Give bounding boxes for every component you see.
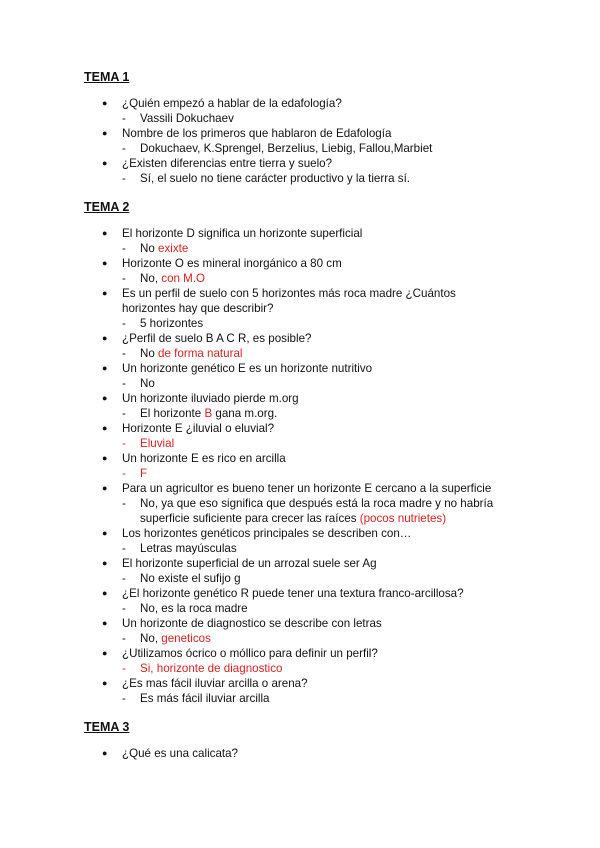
bullet-icon: ● xyxy=(102,678,108,688)
dash-icon: - xyxy=(122,407,126,420)
question-item: ● Un horizonte iluviado pierde m.org xyxy=(102,392,299,405)
question-item: ● Un horizonte E es rico en arcilla xyxy=(102,452,286,465)
section-heading-tema-1: TEMA 1 xyxy=(84,70,130,84)
question-item: ● Nombre de los primeros que hablaron de Edafología xyxy=(102,127,392,140)
section-heading-tema-3: TEMA 3 xyxy=(84,720,130,734)
dash-icon: - xyxy=(122,572,126,585)
question-item: ● ¿Es mas fácil iluviar arcilla o arena? xyxy=(102,677,308,690)
bullet-icon: ● xyxy=(102,618,108,628)
bullet-icon: ● xyxy=(102,98,108,108)
answer-item: - El horizonte B gana m.org. xyxy=(122,407,278,420)
bullet-icon: ● xyxy=(102,748,108,758)
dash-icon: - xyxy=(122,497,126,510)
answer-item: - No, con M.O xyxy=(122,272,206,285)
answer-item: - Dokuchaev, K.Sprengel, Berzelius, Liebig, Fallou,Marbiet xyxy=(122,142,433,155)
dash-icon: - xyxy=(122,542,126,555)
bullet-icon: ● xyxy=(102,423,108,433)
dash-icon: - xyxy=(122,692,126,705)
dash-icon: - xyxy=(122,437,126,450)
question-item: ● ¿Existen diferencias entre tierra y suelo? xyxy=(102,157,333,170)
bullet-icon: ● xyxy=(102,363,108,373)
answer-item: - Eluvial xyxy=(122,437,175,450)
bullet-icon: ● xyxy=(102,258,108,268)
answer-item: - Si, horizonte de diagnostico xyxy=(122,662,283,675)
question-item: ● ¿Qué es una calicata? xyxy=(102,747,239,760)
question-item: ● El horizonte D significa un horizonte superficial xyxy=(102,227,363,240)
question-item: ● ¿El horizonte genético R puede tener una textura franco-arcillosa? xyxy=(102,587,464,600)
bullet-icon: ● xyxy=(102,528,108,538)
bullet-icon: ● xyxy=(102,483,108,493)
answer-item: - 5 horizontes xyxy=(122,317,204,330)
highlighted-text: exixte xyxy=(158,242,189,255)
question-item: ● Es un perfil de suelo con 5 horizontes más roca madre ¿Cuántos horizontes hay que describir? xyxy=(102,287,456,315)
dash-icon: - xyxy=(122,662,126,675)
highlighted-text: geneticos xyxy=(161,632,211,645)
dash-icon: - xyxy=(122,347,126,360)
answer-item: - No, geneticos xyxy=(122,632,211,645)
answer-item: - No, ya que eso significa que después está la roca madre y no habría superficie suficiente para crecer las raíces (pocos nutrietes) xyxy=(122,497,494,525)
answer-item: - Letras mayúsculas xyxy=(122,542,237,555)
question-item: ● Horizonte E ¿iluvial o eluvial? xyxy=(102,422,275,435)
highlighted-text: B xyxy=(204,407,213,420)
question-item: ● ¿Perfil de suelo B A C R, es posible? xyxy=(102,332,312,345)
question-item: ● ¿Quién empezó a hablar de la edafología? xyxy=(102,97,342,110)
bullet-icon: ● xyxy=(102,453,108,463)
question-item: ● Para un agricultor es bueno tener un horizonte E cercano a la superficie xyxy=(102,482,492,495)
answer-item: - No existe el sufijo g xyxy=(122,572,241,585)
answer-item: - Sí, el suelo no tiene carácter productivo y la tierra sí. xyxy=(122,172,411,185)
question-item: ● Un horizonte genético E es un horizonte nutritivo xyxy=(102,362,373,375)
question-item: ● Horizonte O es mineral inorgánico a 80 cm xyxy=(102,257,342,270)
answer-item: - No exixte xyxy=(122,242,189,255)
bullet-icon: ● xyxy=(102,158,108,168)
answer-item: - F xyxy=(122,467,148,480)
bullet-icon: ● xyxy=(102,588,108,598)
bullet-icon: ● xyxy=(102,228,108,238)
bullet-icon: ● xyxy=(102,288,108,298)
dash-icon: - xyxy=(122,317,126,330)
answer-item: - No xyxy=(122,377,155,390)
question-item: ● Los horizontes genéticos principales se describen con… xyxy=(102,527,412,540)
dash-icon: - xyxy=(122,112,126,125)
dash-icon: - xyxy=(122,272,126,285)
dash-icon: - xyxy=(122,632,126,645)
bullet-icon: ● xyxy=(102,393,108,403)
dash-icon: - xyxy=(122,377,126,390)
answer-item: - Es más fácil iluviar arcilla xyxy=(122,692,270,705)
answer-item: - No de forma natural xyxy=(122,347,243,360)
bullet-icon: ● xyxy=(102,128,108,138)
dash-icon: - xyxy=(122,242,126,255)
dash-icon: - xyxy=(122,172,126,185)
question-item: ● ¿Utilizamos ócrico o móllico para definir un perfil? xyxy=(102,647,378,660)
section-heading-tema-2: TEMA 2 xyxy=(84,200,130,214)
highlighted-text: con M.O xyxy=(161,272,206,285)
dash-icon: - xyxy=(122,467,126,480)
answer-item: - Vassili Dokuchaev xyxy=(122,112,234,125)
dash-icon: - xyxy=(122,602,126,615)
answer-item: - No, es la roca madre xyxy=(122,602,248,615)
question-item: ● El horizonte superficial de un arrozal suele ser Ag xyxy=(102,557,377,570)
bullet-icon: ● xyxy=(102,558,108,568)
question-item: ● Un horizonte de diagnostico se describe con letras xyxy=(102,617,382,630)
bullet-icon: ● xyxy=(102,648,108,658)
bullet-icon: ● xyxy=(102,333,108,343)
highlighted-text: de forma natural xyxy=(158,347,243,360)
document-content xyxy=(84,70,554,761)
dash-icon: - xyxy=(122,142,126,155)
highlighted-text: (pocos nutrietes) xyxy=(359,512,447,525)
